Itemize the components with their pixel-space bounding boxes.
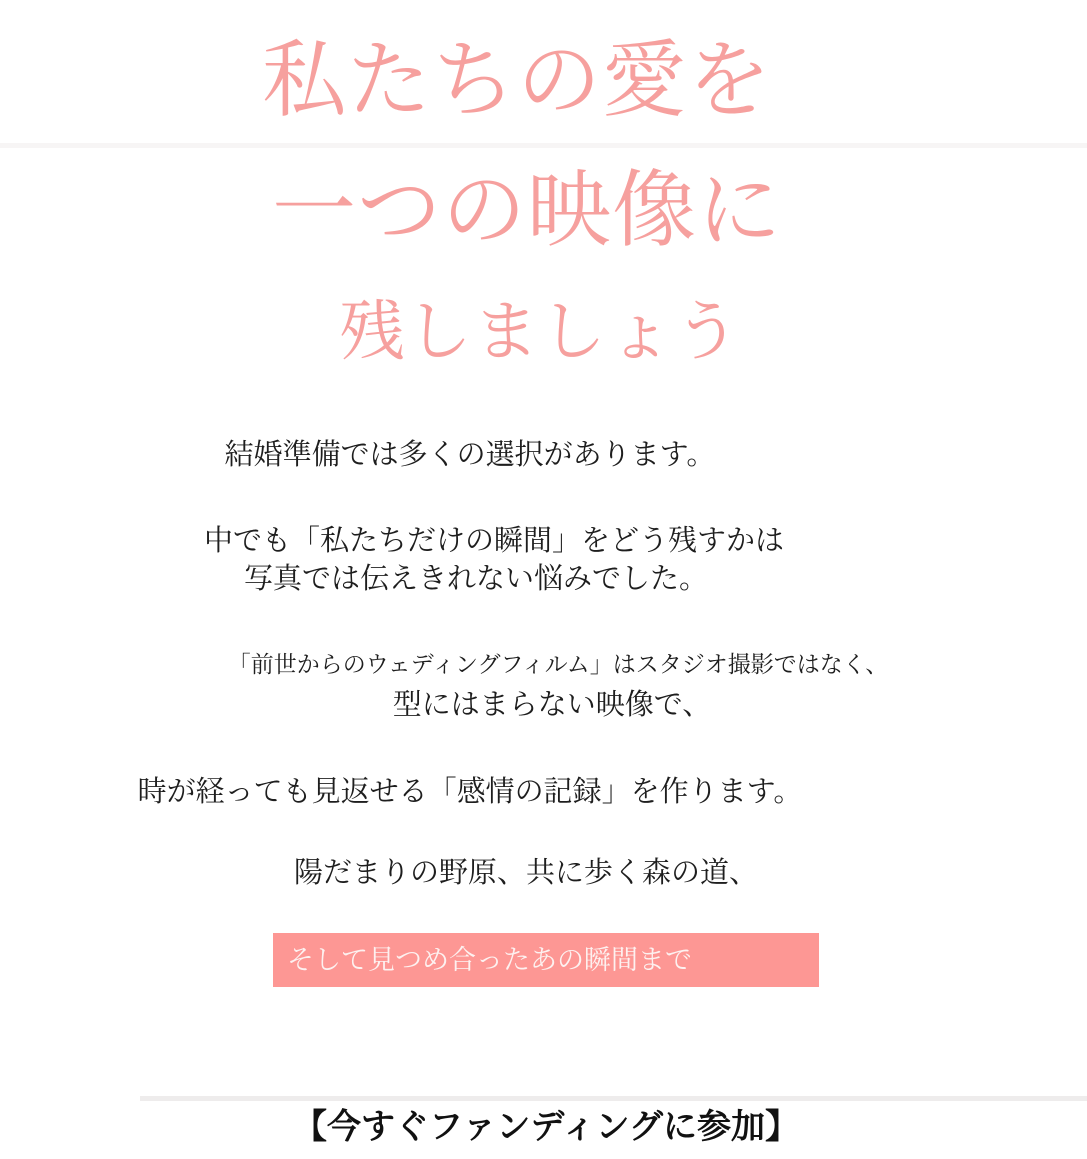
join-funding-cta[interactable]: 【今すぐファンディングに参加】 <box>293 1109 799 1146</box>
paragraph-our-moments-line1: 中でも「私たちだけの瞬間」をどう残すかは <box>203 525 785 557</box>
paragraph-scenery: 陽だまりの野原、共に歩く森の道、 <box>293 857 759 889</box>
paragraph-emotional-record: 時が経っても見返せる「感情の記録」を作ります。 <box>137 776 803 808</box>
highlight-banner-text: そして見つめ合ったあの瞬間まで <box>287 945 692 975</box>
faint-section-divider-bottom <box>140 1096 1087 1101</box>
hero-title-line2: 一つの映像に <box>271 165 783 258</box>
faint-section-divider-top <box>0 143 1087 148</box>
paragraph-film-intro-line1: 「前世からのウェディングフィルム」はスタジオ撮影ではなく、 <box>227 652 889 677</box>
highlight-banner <box>273 933 819 987</box>
hero-title-line3: 残しましょう <box>339 296 741 369</box>
paragraph-wedding-choices: 結婚準備では多くの選択があります。 <box>224 439 716 471</box>
hero-title-line1: 私たちの愛を <box>261 35 773 128</box>
paragraph-film-intro-line2: 型にはまらない映像で、 <box>392 689 712 721</box>
paragraph-our-moments-line2: 写真では伝えきれない悩みでした。 <box>243 563 709 595</box>
